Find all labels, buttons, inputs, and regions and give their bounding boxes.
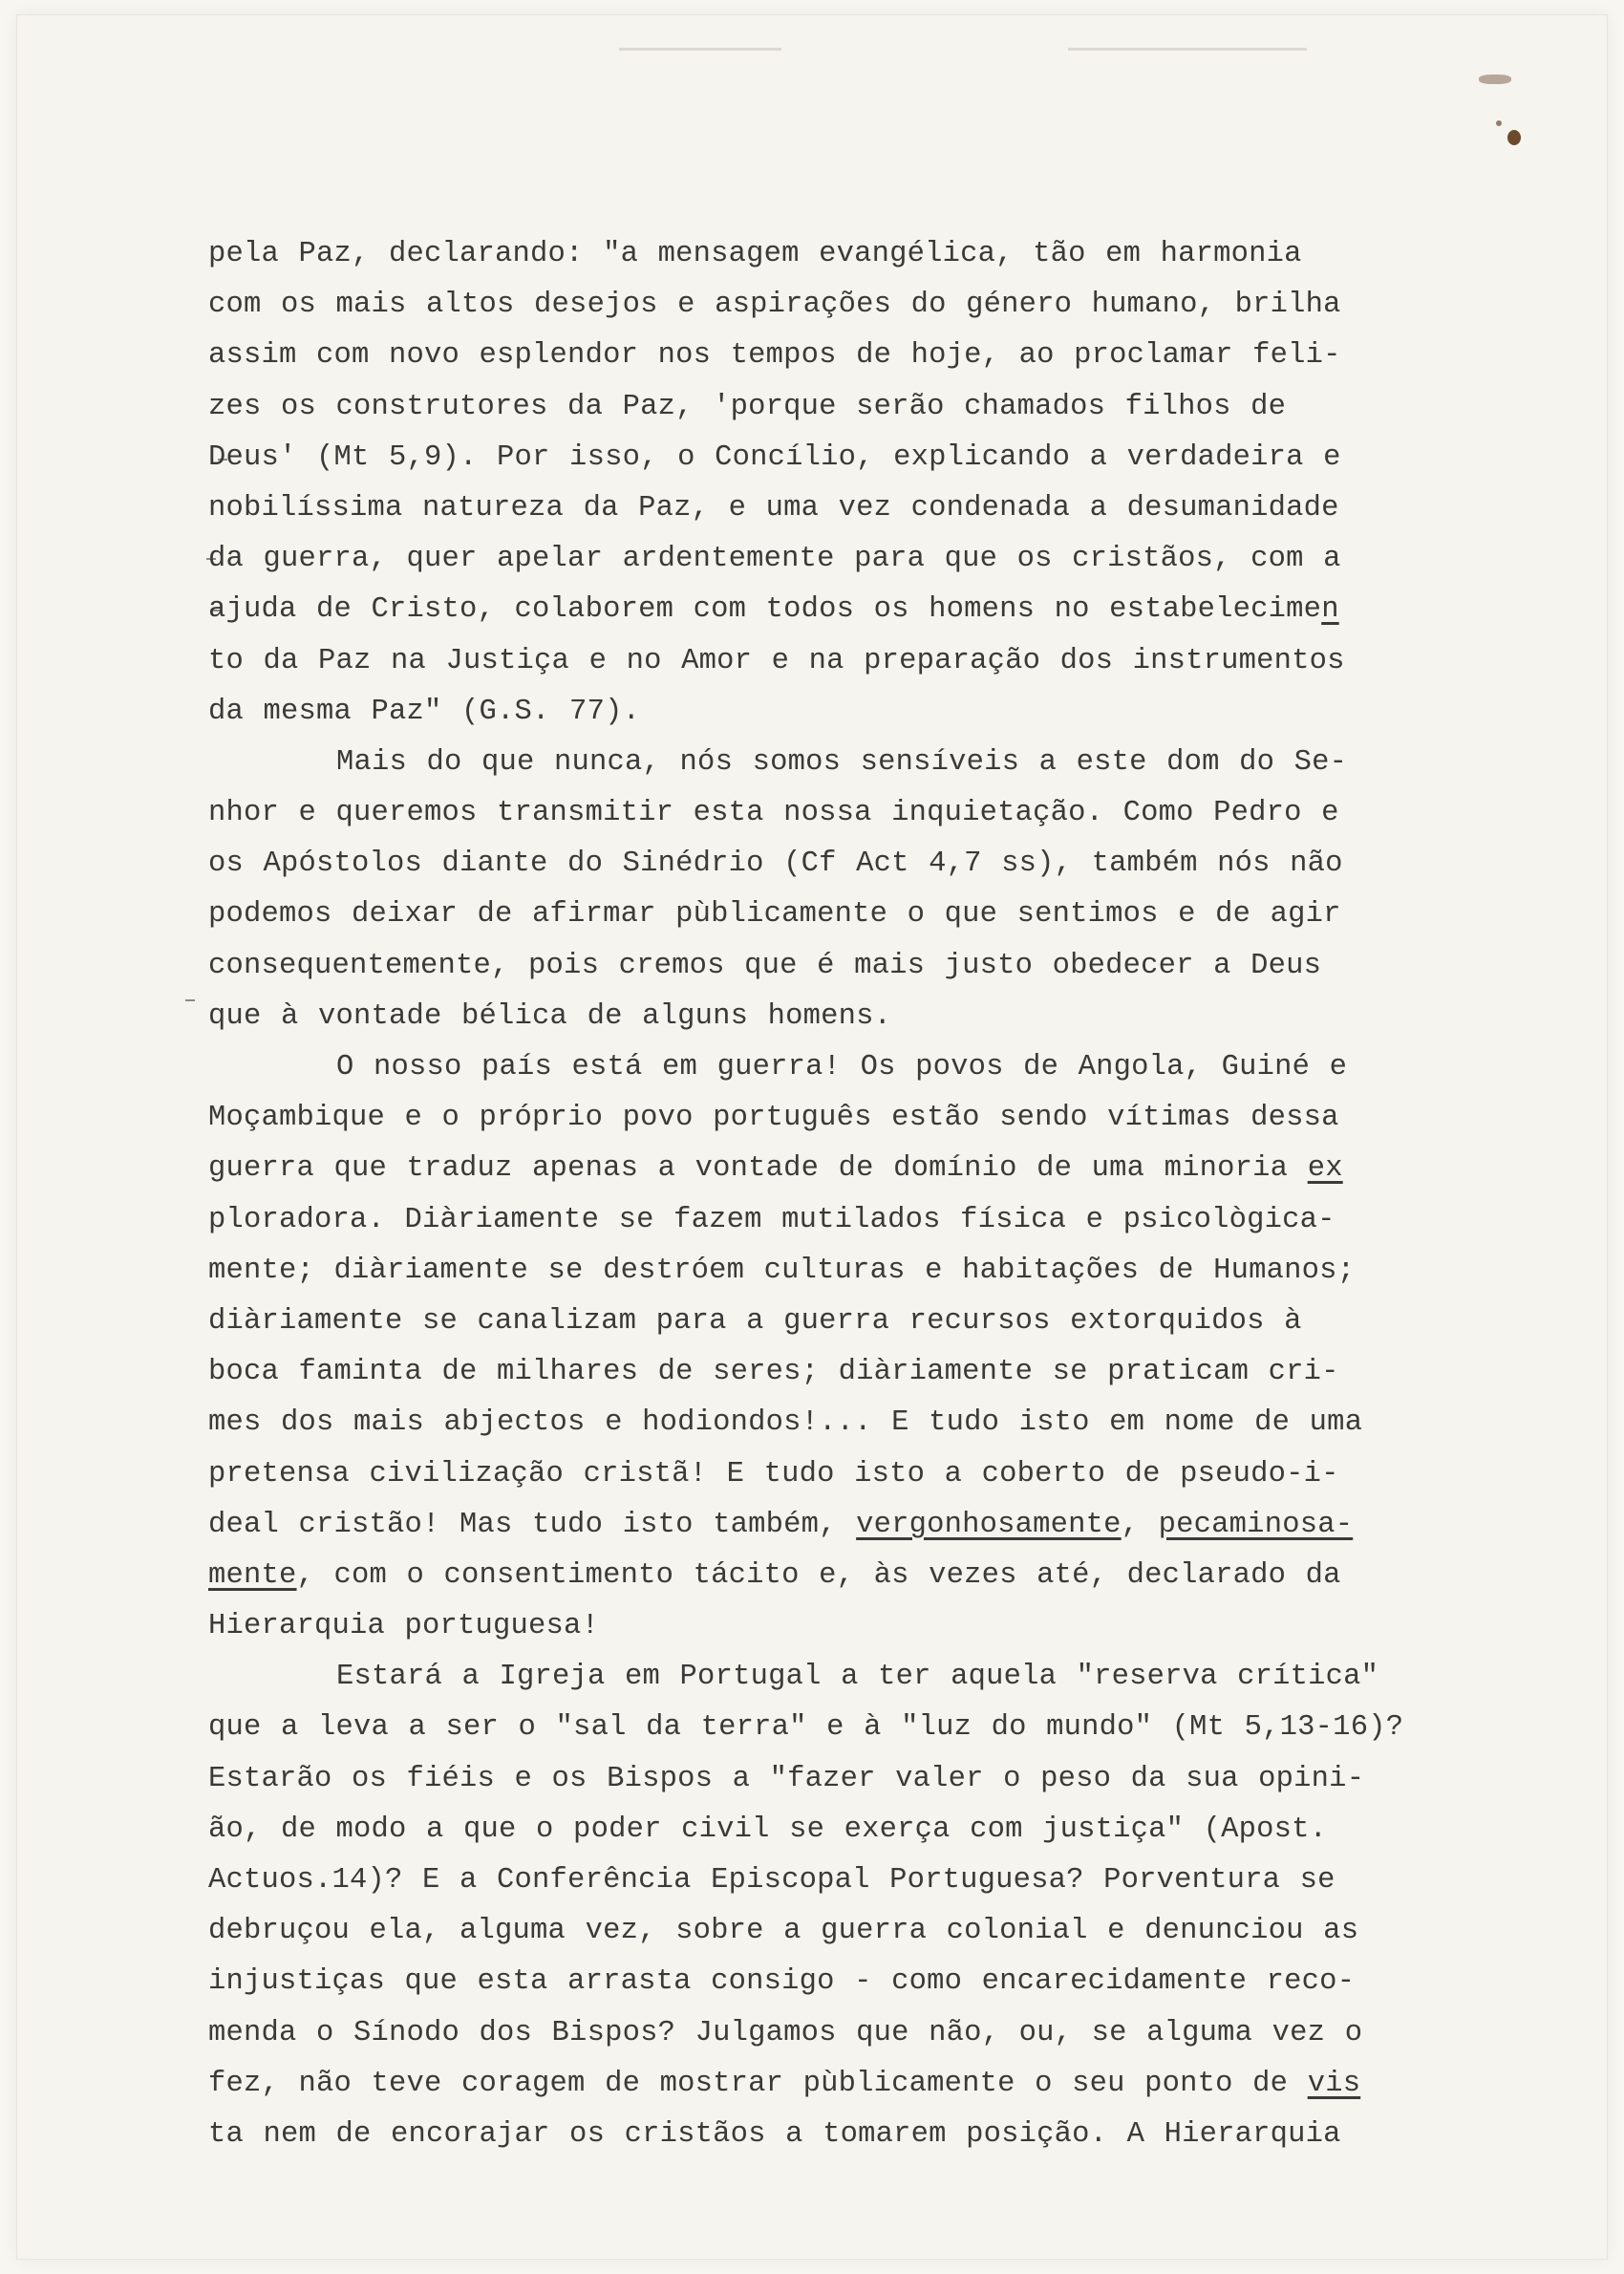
text-segment: guerra que traduz apenas a vontade de domínio de uma minoria — [208, 1152, 1308, 1186]
text-line: ão, de modo a que o poder civil se exerça com justiça" (Apost. — [208, 1813, 1328, 1846]
text-segment: fez, não teve coragem de mostrar pùblicamente o seu ponto de — [208, 2067, 1308, 2100]
text-line: Estarão os fiéis e os Bispos a "fazer valer o peso da sua opini- — [208, 1762, 1365, 1795]
text-line: to da Paz na Justiça e no Amor e na preparação dos instrumentos — [208, 644, 1345, 677]
text-line: nobilíssima natureza da Paz, e uma vez condenada a desumanidade — [208, 491, 1339, 525]
text-line: mente; diàriamente se destróem culturas e habitações de Humanos; — [208, 1254, 1356, 1287]
text-line — [208, 1500, 1441, 1551]
text-line: mes dos mais abjectos e hodiondos!... E tudo isto em nome de uma — [208, 1406, 1363, 1440]
text-line: podemos deixar de afirmar pùblicamente o que sentimos e de agir — [208, 898, 1341, 932]
text-line: que a leva a ser o "sal da terra" e à "luz do mundo" (Mt 5,13-16)? — [208, 1711, 1404, 1745]
text-segment: deal cristão! Mas tudo isto também, — [208, 1508, 857, 1541]
text-line: ta nem de encorajar os cristãos a tomarem posição. A Hierarquia — [208, 2117, 1341, 2151]
underlined-text: pecaminosa- — [1158, 1508, 1354, 1541]
text-line — [208, 585, 1441, 635]
typewritten-text — [208, 229, 1441, 2160]
paragraph-start: O nosso país está em guerra! Os povos de Angola, Guiné e — [336, 1051, 1348, 1083]
text-line — [208, 1551, 1441, 1601]
text-line: menda o Sínodo dos Bispos? Julgamos que não, ou, se alguma vez o — [208, 2016, 1363, 2049]
text-line: debruçou ela, alguma vez, sobre a guerra colonial e denunciou as — [208, 1915, 1359, 1948]
text-line: consequentemente, pois cremos que é mais justo obedecer a Deus — [208, 949, 1322, 982]
text-line: os Apóstolos diante do Sinédrio (Cf Act 4,7 ss), também nós não — [208, 847, 1343, 881]
text-line: assim com novo esplendor nos tempos de hoje, ao proclamar feli- — [208, 339, 1341, 373]
text-line: Hierarquia portuguesa! — [208, 1610, 600, 1643]
text-line: pretensa civilização cristã! E tudo isto a coberto de pseudo-i- — [208, 1457, 1339, 1491]
text-line: diàriamente se canalizam para a guerra recursos extorquidos à — [208, 1304, 1302, 1338]
ink-stain — [1496, 120, 1502, 126]
text-line: nhor e queremos transmitir esta nossa inquietação. Como Pedro e — [208, 797, 1339, 830]
underlined-text: vergonhosamente — [856, 1508, 1122, 1541]
text-segment: , — [1121, 1508, 1159, 1541]
underlined-text: mente — [208, 1558, 297, 1592]
underlined-text: vis — [1307, 2067, 1361, 2100]
text-line: da mesma Paz" (G.S. 77). — [208, 695, 641, 728]
text-line: zes os construtores da Paz, 'porque serão chamados filhos de — [208, 390, 1287, 423]
faint-top-mark-right — [1068, 48, 1307, 51]
underlined-text: ex — [1307, 1152, 1343, 1186]
ink-stain — [1507, 130, 1521, 145]
text-line: Deus' (Mt 5,9). Por isso, o Concílio, explicando a verdadeira e — [208, 440, 1341, 474]
ink-stain — [1479, 75, 1511, 84]
text-segment: , com o consentimento tácito e, às vezes até, declarado da — [296, 1558, 1341, 1592]
underlined-text: n — [1321, 593, 1339, 627]
text-line: injustiças que esta arrasta consigo - como encarecidamente reco- — [208, 1965, 1356, 1999]
paragraph-start: Estará a Igreja em Portugal a ter aquela "reserva crítica" — [336, 1661, 1379, 1694]
text-line: boca faminta de milhares de seres; diàriamente se praticam cri- — [208, 1356, 1339, 1389]
text-line: pela Paz, declarando: "a mensagem evangélica, tão em harmonia — [208, 238, 1302, 270]
text-segment: ajuda de Cristo, colaborem com todos os homens no estabelecime — [208, 593, 1322, 627]
text-line: Actuos.14)? E a Conferência Episcopal Portuguesa? Porventura se — [208, 1864, 1336, 1897]
faint-top-mark-left — [619, 48, 781, 51]
text-line — [208, 2059, 1441, 2110]
text-line: que à vontade bélica de alguns homens. — [208, 999, 892, 1033]
text-line — [208, 1144, 1441, 1194]
text-line: da guerra, quer apelar ardentemente para que os cristãos, com a — [208, 543, 1341, 576]
text-line: ploradora. Diàriamente se fazem mutilados física e psicològica- — [208, 1203, 1336, 1236]
paragraph-start: Mais do que nunca, nós somos sensíveis a este dom do Se- — [336, 745, 1348, 779]
text-line: com os mais altos desejos e aspirações do género humano, brilha — [208, 289, 1341, 322]
text-line: Moçambique e o próprio povo português estão sendo vítimas dessa — [208, 1102, 1339, 1135]
margin-mark — [185, 999, 195, 1001]
